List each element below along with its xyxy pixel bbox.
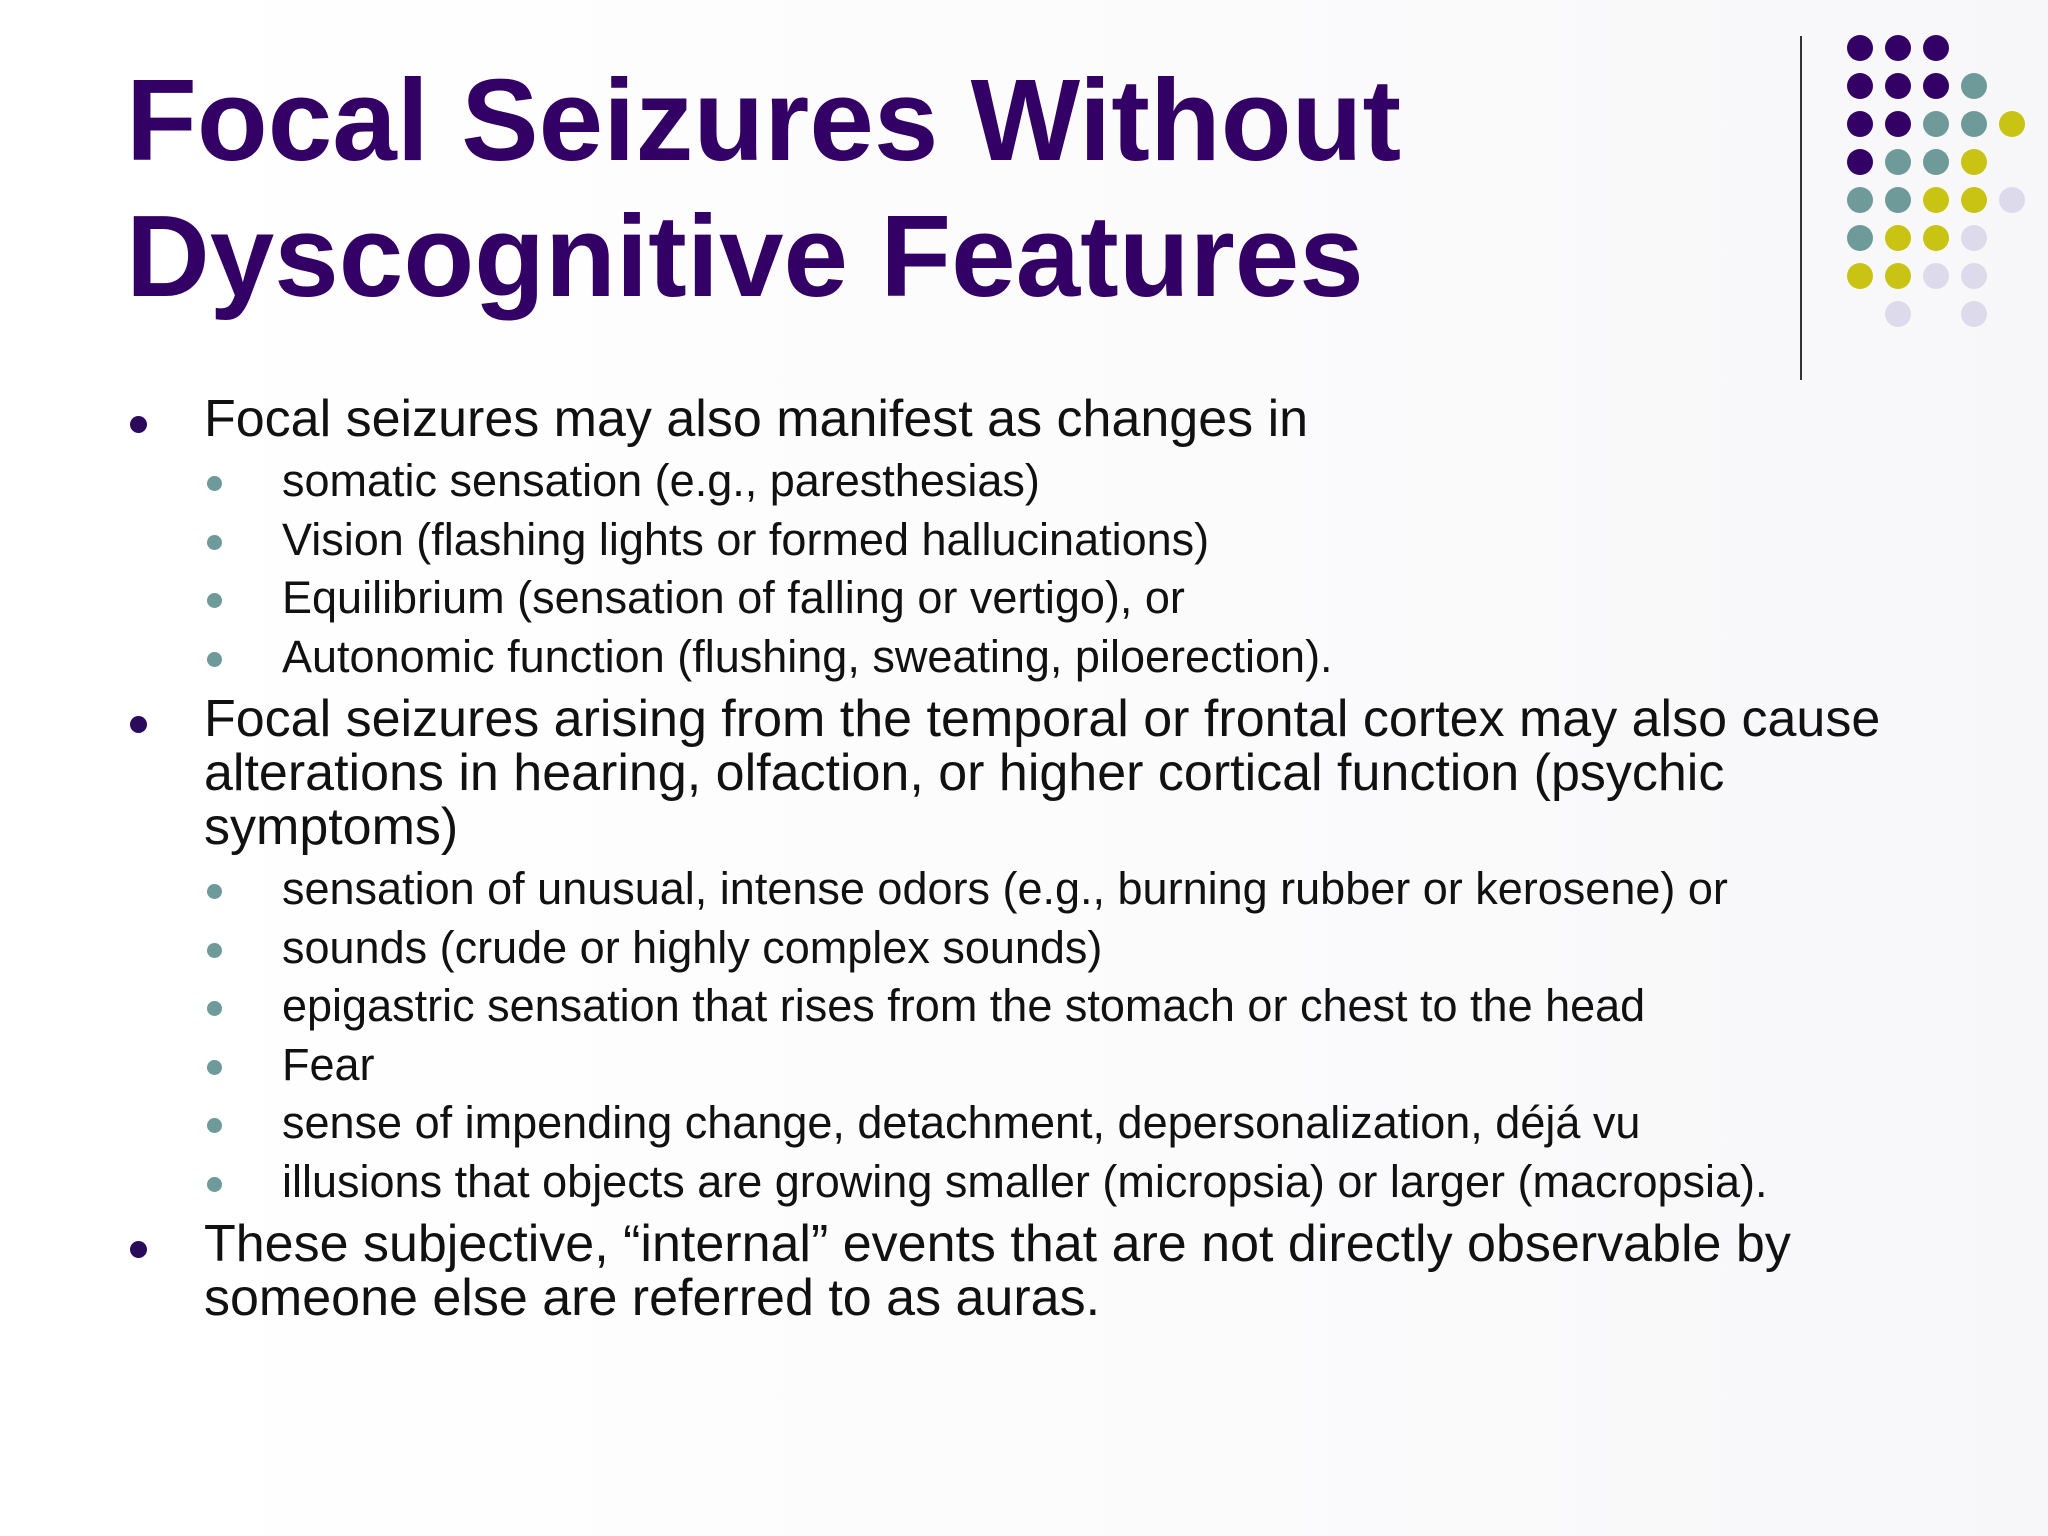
decorative-dot — [1847, 35, 1873, 61]
sub-bullet-text: sensation of unusual, intense odors (e.g., burning rubber or kerosene) or — [282, 863, 1728, 914]
decorative-dot — [1885, 111, 1911, 137]
sub-bullet-list — [204, 860, 1986, 1211]
bullet-dot-icon — [130, 716, 147, 733]
sub-bullet-dot-icon — [207, 476, 222, 491]
title-divider — [1800, 36, 1802, 380]
decorative-dot — [1961, 225, 1987, 251]
decorative-dot — [1923, 149, 1949, 175]
slide-title-line-1: Focal Seizures Without — [126, 55, 1402, 185]
bullet-text: Focal seizures may also manifest as changes in — [204, 390, 1309, 448]
sub-bullet-dot-icon — [207, 593, 222, 608]
decorative-dot — [1999, 111, 2025, 137]
decorative-dot — [1885, 263, 1911, 289]
decorative-dot — [1923, 111, 1949, 137]
slide-title-line-2: Dyscognitive Features — [126, 191, 1364, 321]
sub-bullet-item — [204, 628, 1986, 687]
sub-bullet-dot-icon — [207, 1060, 222, 1075]
sub-bullet-text: epigastric sensation that rises from the stomach or chest to the head — [282, 980, 1646, 1031]
bullet-text: These subjective, “internal” events that are not directly observable by someone else are referred to as auras. — [204, 1215, 1791, 1327]
decorative-dot — [1847, 187, 1873, 213]
sub-bullet-text: sense of impending change, detachment, depersonalization, déjá vu — [282, 1097, 1641, 1148]
decorative-dot — [1847, 225, 1873, 251]
decorative-dot — [1847, 149, 1873, 175]
decorative-dot — [1923, 263, 1949, 289]
decorative-dot — [1923, 187, 1949, 213]
sub-bullet-item — [204, 452, 1986, 511]
decorative-dot — [1961, 149, 1987, 175]
decorative-dot — [1885, 225, 1911, 251]
bullet-item — [126, 1217, 1986, 1325]
sub-bullet-text: Autonomic function (flushing, sweating, piloerection). — [282, 630, 1333, 682]
decorative-dot — [1961, 187, 1987, 213]
decorative-dot — [1961, 73, 1987, 99]
bullet-list — [126, 392, 1986, 1325]
sub-bullet-text: Vision (flashing lights or formed hallucinations) — [282, 513, 1210, 565]
sub-bullet-item — [204, 919, 1986, 978]
sub-bullet-item — [204, 511, 1986, 570]
decorative-dot — [1923, 73, 1949, 99]
decorative-dot — [1885, 301, 1911, 327]
sub-bullet-list — [204, 452, 1986, 686]
decorative-dot — [1847, 263, 1873, 289]
slide-title — [126, 52, 1726, 324]
decorative-dot — [1885, 187, 1911, 213]
sub-bullet-text: Equilibrium (sensation of falling or vertigo), or — [282, 572, 1185, 623]
decorative-dot — [1961, 111, 1987, 137]
sub-bullet-item — [204, 1094, 1986, 1153]
bullet-text: Focal seizures arising from the temporal or frontal cortex may also cause alterations in hearing, olfaction, or higher cortical function (psychic symptoms) — [204, 690, 1881, 856]
sub-bullet-text: illusions that objects are growing smaller (micropsia) or larger (macropsia). — [282, 1155, 1768, 1207]
decorative-dot — [1999, 187, 2025, 213]
sub-bullet-item — [204, 977, 1986, 1036]
decorative-dot — [1923, 225, 1949, 251]
sub-bullet-item — [204, 569, 1986, 628]
sub-bullet-dot-icon — [207, 1001, 222, 1016]
decorative-dot — [1923, 35, 1949, 61]
sub-bullet-text: sounds (crude or highly complex sounds) — [282, 921, 1103, 973]
sub-bullet-item — [204, 860, 1986, 919]
decorative-dot — [1885, 73, 1911, 99]
decorative-dot — [1885, 35, 1911, 61]
decorative-dot — [1885, 149, 1911, 175]
bullet-dot-icon — [130, 416, 147, 433]
sub-bullet-item — [204, 1036, 1986, 1095]
decorative-dot — [1961, 301, 1987, 327]
sub-bullet-dot-icon — [207, 1177, 222, 1192]
bullet-dot-icon — [130, 1241, 147, 1258]
sub-bullet-dot-icon — [207, 1118, 222, 1133]
sub-bullet-dot-icon — [207, 652, 222, 667]
bullet-item — [126, 692, 1986, 1211]
decorative-dot — [1847, 73, 1873, 99]
sub-bullet-dot-icon — [207, 943, 222, 958]
sub-bullet-text: somatic sensation (e.g., paresthesias) — [282, 455, 1040, 506]
sub-bullet-item — [204, 1153, 1986, 1212]
decorative-dot — [1961, 263, 1987, 289]
sub-bullet-dot-icon — [207, 884, 222, 899]
sub-bullet-dot-icon — [207, 535, 222, 550]
sub-bullet-text: Fear — [282, 1038, 375, 1090]
decorative-dot — [1847, 111, 1873, 137]
slide-body — [126, 392, 1986, 1331]
bullet-item — [126, 392, 1986, 686]
